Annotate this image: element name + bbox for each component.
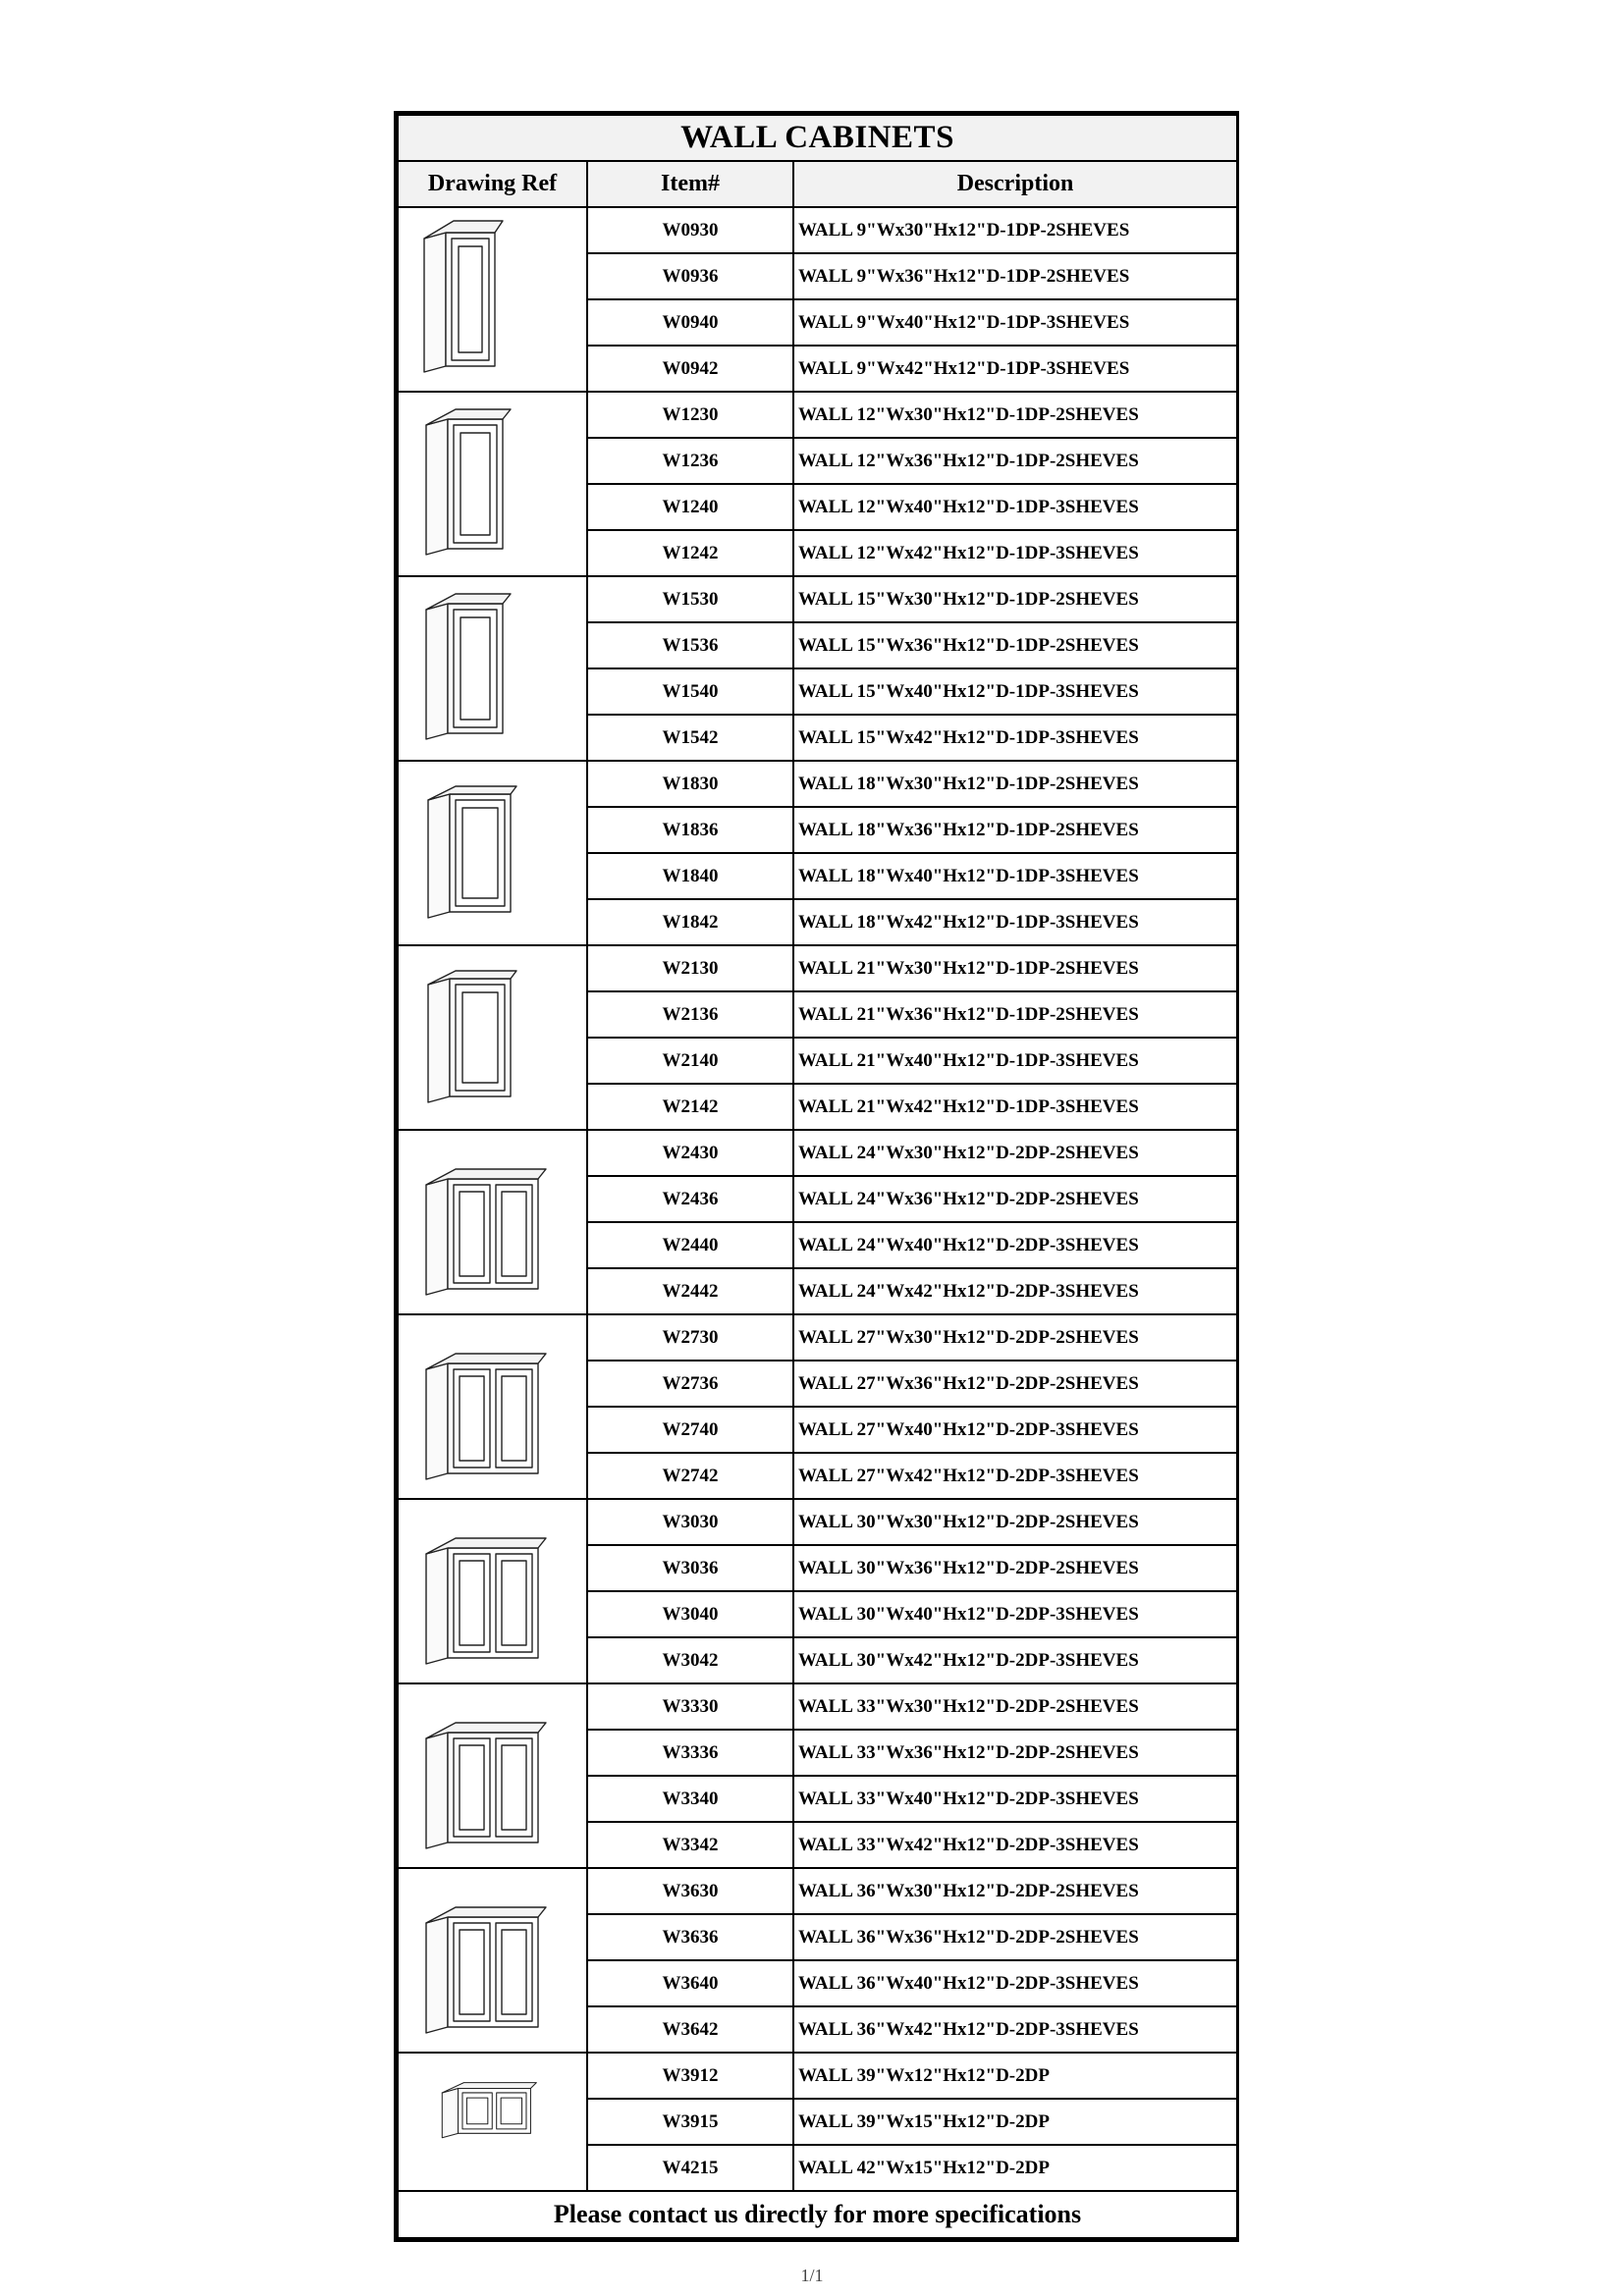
description-cell: WALL 39"Wx12"Hx12"D-2DP [793,2053,1237,2099]
description-cell: WALL 21"Wx36"Hx12"D-1DP-2SHEVES [793,991,1237,1038]
item-number-cell: W3040 [587,1591,793,1637]
description-cell: WALL 12"Wx30"Hx12"D-1DP-2SHEVES [793,392,1237,438]
description-cell: WALL 24"Wx36"Hx12"D-2DP-2SHEVES [793,1176,1237,1222]
description-cell: WALL 9"Wx42"Hx12"D-1DP-3SHEVES [793,346,1237,392]
description-cell: WALL 15"Wx30"Hx12"D-1DP-2SHEVES [793,576,1237,622]
description-cell: WALL 18"Wx42"Hx12"D-1DP-3SHEVES [793,899,1237,945]
table-row [398,1314,1237,1361]
item-number-cell: W2440 [587,1222,793,1268]
item-number-cell: W1536 [587,622,793,668]
item-number-cell: W3030 [587,1499,793,1545]
item-number-cell: W2130 [587,945,793,991]
wall-cabinet-1-door-icon [405,580,581,757]
item-number-cell: W3915 [587,2099,793,2145]
description-header: Description [793,161,1237,207]
description-cell: WALL 18"Wx40"Hx12"D-1DP-3SHEVES [793,853,1237,899]
item-number-cell: W2442 [587,1268,793,1314]
item-number-cell: W1242 [587,530,793,576]
table-row [398,761,1237,807]
item-number-cell: W1240 [587,484,793,530]
item-number-cell: W3336 [587,1730,793,1776]
table-title: WALL CABINETS [398,115,1237,161]
item-number-cell: W1542 [587,715,793,761]
item-number-cell: W2742 [587,1453,793,1499]
description-cell: WALL 42"Wx15"Hx12"D-2DP [793,2145,1237,2191]
item-number-cell: W0942 [587,346,793,392]
item-number-cell: W2136 [587,991,793,1038]
description-cell: WALL 27"Wx30"Hx12"D-2DP-2SHEVES [793,1314,1237,1361]
description-cell: WALL 9"Wx40"Hx12"D-1DP-3SHEVES [793,299,1237,346]
wall-cabinets-sheet [394,111,1239,2242]
drawing-ref-cell [398,945,587,1130]
item-number-cell: W3636 [587,1914,793,1960]
description-cell: WALL 33"Wx36"Hx12"D-2DP-2SHEVES [793,1730,1237,1776]
table-row [398,392,1237,438]
wall-cabinet-2-door-icon [405,1503,581,1680]
drawing-ref-cell [398,207,587,392]
item-number-cell: W1842 [587,899,793,945]
item-number-cell: W0940 [587,299,793,346]
item-number-cell: W2740 [587,1407,793,1453]
item-number-cell: W0930 [587,207,793,253]
item-number-cell: W3340 [587,1776,793,1822]
description-cell: WALL 24"Wx40"Hx12"D-2DP-3SHEVES [793,1222,1237,1268]
description-cell: WALL 30"Wx30"Hx12"D-2DP-2SHEVES [793,1499,1237,1545]
wall-cabinet-1-door-narrow-icon [405,211,581,388]
wall-cabinet-2-door-icon [405,1134,581,1310]
item-number-cell: W1840 [587,853,793,899]
title-row [398,115,1237,161]
description-cell: WALL 33"Wx42"Hx12"D-2DP-3SHEVES [793,1822,1237,1868]
description-cell: WALL 39"Wx15"Hx12"D-2DP [793,2099,1237,2145]
drawing-ref-cell [398,576,587,761]
table-row [398,576,1237,622]
item-number-cell: W3642 [587,2006,793,2053]
description-cell: WALL 18"Wx36"Hx12"D-1DP-2SHEVES [793,807,1237,853]
table-row [398,2053,1237,2099]
description-cell: WALL 9"Wx36"Hx12"D-1DP-2SHEVES [793,253,1237,299]
item-number-cell: W1836 [587,807,793,853]
description-cell: WALL 15"Wx42"Hx12"D-1DP-3SHEVES [793,715,1237,761]
drawing-ref-cell [398,1130,587,1314]
item-header: Item# [587,161,793,207]
description-cell: WALL 9"Wx30"Hx12"D-1DP-2SHEVES [793,207,1237,253]
table-row [398,207,1237,253]
drawing-ref-cell [398,1868,587,2053]
description-cell: WALL 33"Wx30"Hx12"D-2DP-2SHEVES [793,1683,1237,1730]
drawing-ref-cell [398,1314,587,1499]
wall-cabinet-2-door-icon [405,1872,581,2049]
table-row [398,945,1237,991]
description-cell: WALL 33"Wx40"Hx12"D-2DP-3SHEVES [793,1776,1237,1822]
item-number-cell: W1236 [587,438,793,484]
wall-cabinet-1-door-wide-icon [405,765,581,941]
header-row [398,161,1237,207]
wall-cabinet-2-door-short-icon [405,2056,581,2187]
drawing-ref-header: Drawing Ref [398,161,587,207]
item-number-cell: W3630 [587,1868,793,1914]
item-number-cell: W2736 [587,1361,793,1407]
drawing-ref-cell [398,392,587,576]
description-cell: WALL 21"Wx42"Hx12"D-1DP-3SHEVES [793,1084,1237,1130]
description-cell: WALL 12"Wx40"Hx12"D-1DP-3SHEVES [793,484,1237,530]
description-cell: WALL 21"Wx30"Hx12"D-1DP-2SHEVES [793,945,1237,991]
description-cell: WALL 21"Wx40"Hx12"D-1DP-3SHEVES [793,1038,1237,1084]
item-number-cell: W3342 [587,1822,793,1868]
wall-cabinet-1-door-icon [405,396,581,572]
drawing-ref-cell [398,1499,587,1683]
item-number-cell: W2730 [587,1314,793,1361]
wall-cabinet-2-door-icon [405,1318,581,1495]
description-cell: WALL 15"Wx36"Hx12"D-1DP-2SHEVES [793,622,1237,668]
item-number-cell: W3042 [587,1637,793,1683]
description-cell: WALL 30"Wx36"Hx12"D-2DP-2SHEVES [793,1545,1237,1591]
drawing-ref-cell [398,1683,587,1868]
description-cell: WALL 12"Wx36"Hx12"D-1DP-2SHEVES [793,438,1237,484]
item-number-cell: W2142 [587,1084,793,1130]
description-cell: WALL 36"Wx36"Hx12"D-2DP-2SHEVES [793,1914,1237,1960]
table-row [398,1868,1237,1914]
description-cell: WALL 24"Wx30"Hx12"D-2DP-2SHEVES [793,1130,1237,1176]
description-cell: WALL 27"Wx40"Hx12"D-2DP-3SHEVES [793,1407,1237,1453]
description-cell: WALL 27"Wx42"Hx12"D-2DP-3SHEVES [793,1453,1237,1499]
item-number-cell: W3640 [587,1960,793,2006]
description-cell: WALL 12"Wx42"Hx12"D-1DP-3SHEVES [793,530,1237,576]
description-cell: WALL 30"Wx42"Hx12"D-2DP-3SHEVES [793,1637,1237,1683]
wall-cabinets-table [397,114,1238,2239]
drawing-ref-cell [398,2053,587,2191]
wall-cabinet-2-door-icon [405,1687,581,1864]
item-number-cell: W3912 [587,2053,793,2099]
item-number-cell: W1830 [587,761,793,807]
description-cell: WALL 36"Wx42"Hx12"D-2DP-3SHEVES [793,2006,1237,2053]
description-cell: WALL 24"Wx42"Hx12"D-2DP-3SHEVES [793,1268,1237,1314]
table-row [398,1499,1237,1545]
item-number-cell: W2436 [587,1176,793,1222]
footer-row [398,2191,1237,2238]
description-cell: WALL 15"Wx40"Hx12"D-1DP-3SHEVES [793,668,1237,715]
table-row [398,1683,1237,1730]
description-cell: WALL 27"Wx36"Hx12"D-2DP-2SHEVES [793,1361,1237,1407]
description-cell: WALL 36"Wx40"Hx12"D-2DP-3SHEVES [793,1960,1237,2006]
table-row [398,1130,1237,1176]
item-number-cell: W1530 [587,576,793,622]
footer-note: Please contact us directly for more specifications [398,2191,1237,2238]
wall-cabinet-1-door-wide-icon [405,949,581,1126]
item-number-cell: W1540 [587,668,793,715]
item-number-cell: W0936 [587,253,793,299]
item-number-cell: W3330 [587,1683,793,1730]
page-number: 1/1 [800,2266,824,2285]
description-cell: WALL 18"Wx30"Hx12"D-1DP-2SHEVES [793,761,1237,807]
item-number-cell: W4215 [587,2145,793,2191]
description-cell: WALL 36"Wx30"Hx12"D-2DP-2SHEVES [793,1868,1237,1914]
item-number-cell: W3036 [587,1545,793,1591]
item-number-cell: W2430 [587,1130,793,1176]
item-number-cell: W1230 [587,392,793,438]
drawing-ref-cell [398,761,587,945]
description-cell: WALL 30"Wx40"Hx12"D-2DP-3SHEVES [793,1591,1237,1637]
item-number-cell: W2140 [587,1038,793,1084]
